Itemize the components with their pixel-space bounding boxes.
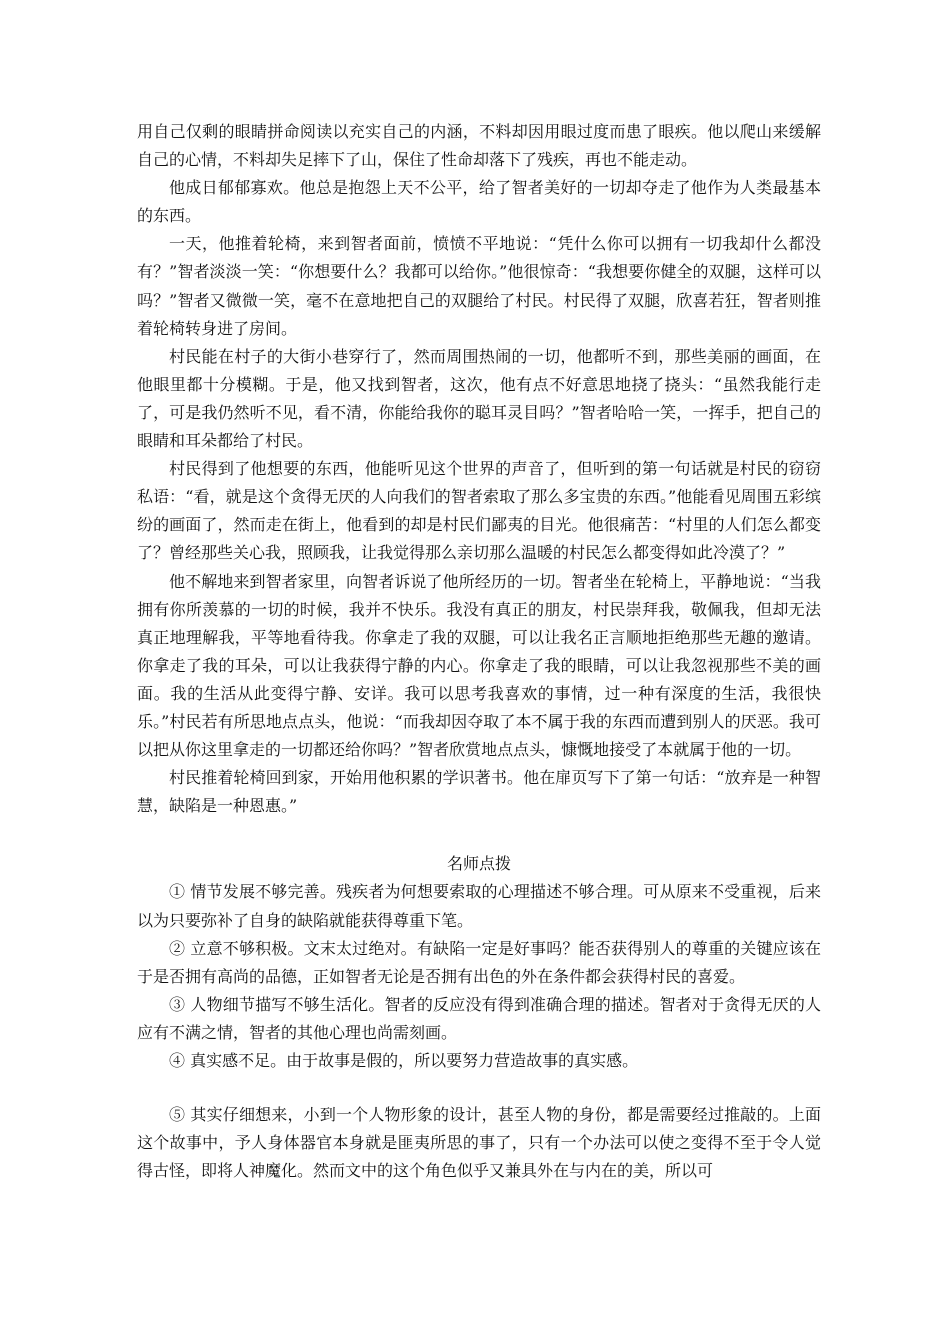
comment-item-4: ④ 真实感不足。由于故事是假的，所以要努力营造故事的真实感。 bbox=[169, 1051, 639, 1070]
comment-item-5: ⑤ 其实仔细想来，小到一个人物形象的设计，甚至人物的身份，都是需要经过推敲的。上面这个故事中，予人身体器官本身就是匪夷所思的事了，只有一个办法可以使之变得不至于令人觉得古怪，即将人神魔化。然而文中的这个角色似乎又兼具外在与内在的美，所以可 bbox=[137, 1105, 821, 1181]
story-paragraph-5: 村民得到了他想要的东西，他能听见这个世界的声音了，但听到的第一句话就是村民的窃窃私语：“看，就是这个贪得无厌的人向我们的智者索取了那么多宝贵的东西。”他能看见周围五彩缤纷的画面了，然而走在街上，他看到的却是村民们鄙夷的目光。他很痛苦：“村里的人们怎么都变了？曾经那些关心我，照顾我，让我觉得那么亲切那么温暖的村民怎么都变得如此冷漠了？” bbox=[137, 459, 821, 563]
story-paragraph-4: 村民能在村子的大街小巷穿行了，然而周围热闹的一切，他都听不到，那些美丽的画面，在他眼里都十分模糊。于是，他又找到智者，这次，他有点不好意思地挠了挠头：“虽然我能行走了，可是我仍然听不见，看不清，你能给我你的聪耳灵目吗？”智者哈哈一笑，一挥手，把自己的眼睛和耳朵都给了村民。 bbox=[137, 346, 821, 451]
comment-item-3: ③ 人物细节描写不够生活化。智者的反应没有得到准确合理的描述。智者对于贪得无厌的人应有不满之情，智者的其他心理也尚需刻画。 bbox=[137, 994, 821, 1042]
story-paragraph-2: 他成日郁郁寡欢。他总是抱怨上天不公平，给了智者美好的一切却夺走了他作为人类最基本的东西。 bbox=[137, 178, 821, 226]
story-paragraph-6: 他不解地来到智者家里，向智者诉说了他所经历的一切。智者坐在轮椅上，平静地说：“当我拥有你所羡慕的一切的时候，我并不快乐。我没有真正的朋友，村民崇拜我，敬佩我，但却无法真正地理解我，平等地看待我。你拿走了我的双腿，可以让我名正言顺地拒绝那些无趣的邀请。你拿走了我的耳朵，可以让我获得宁静的内心。你拿走了我的眼睛，可以让我忽视那些不美的画面。我的生活从此变得宁静、安详。我可以思考我喜欢的事情，过一种有深度的生活，我很快乐。”村民若有所思地点点头，他说：“而我却因夺取了本不属于我的东西而遭到别人的厌恶。我可以把从你这里拿走的一切都还给你吗？”智者欣赏地点点头，慷慨地接受了本就属于他的一切。 bbox=[137, 571, 821, 760]
comment-item-1: ① 情节发展不够完善。残疾者为何想要索取的心理描述不够合理。可从原来不受重视，后来以为只要弥补了自身的缺陷就能获得尊重下笔。 bbox=[137, 882, 821, 930]
document-page bbox=[137, 118, 821, 1185]
comment-item-2: ② 立意不够积极。文末太过绝对。有缺陷一定是好事吗？能否获得别人的尊重的关键应该在于是否拥有高尚的品德，正如智者无论是否拥有出色的外在条件都会获得村民的喜爱。 bbox=[137, 938, 821, 986]
comment-spacer bbox=[137, 1075, 821, 1101]
story-paragraph-3: 一天，他推着轮椅，来到智者面前，愤愤不平地说：“凭什么你可以拥有一切我却什么都没有？”智者淡淡一笑：“你想要什么？我都可以给你。”他很惊奇：“我想要你健全的双腿，这样可以吗？”智者又微微一笑，毫不在意地把自己的双腿给了村民。村民得了双腿，欣喜若狂，智者则推着轮椅转身进了房间。 bbox=[137, 234, 821, 338]
comment-title: 名师点拨 bbox=[446, 854, 511, 874]
story-paragraph-1: 用自己仅剩的眼睛拼命阅读以充实自己的内涵，不料却因用眼过度而患了眼疾。他以爬山来缓解自己的心情，不料却失足摔下了山，保住了性命却落下了残疾，再也不能走动。 bbox=[137, 122, 821, 170]
section-spacer bbox=[137, 820, 821, 850]
story-paragraph-7: 村民推着轮椅回到家，开始用他积累的学识著书。他在扉页写下了第一句话：“放弃是一种智慧，缺陷是一种恩惠。” bbox=[137, 768, 821, 816]
